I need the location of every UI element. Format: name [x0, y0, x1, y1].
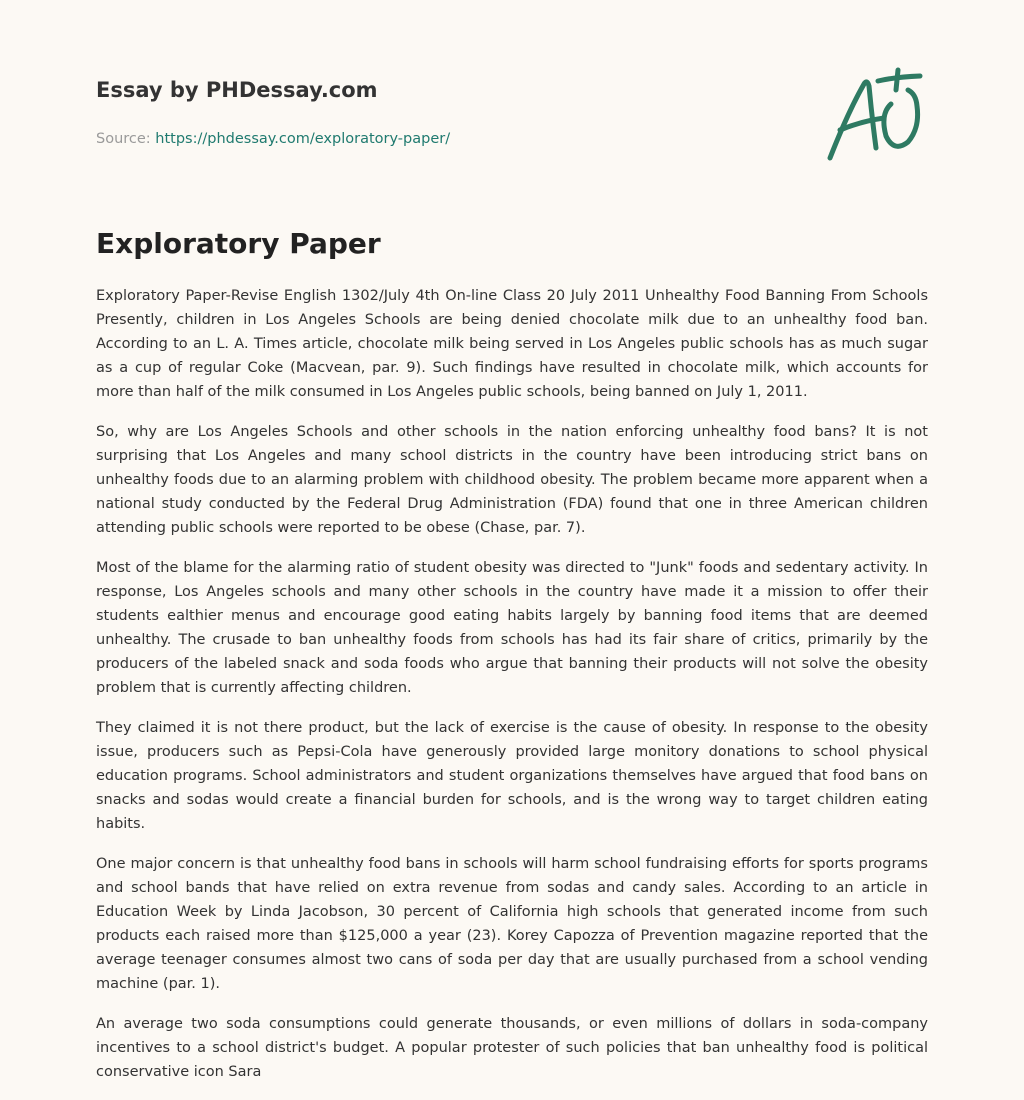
article-body: [96, 284, 928, 1100]
source-link[interactable]: https://phdessay.com/exploratory-paper/: [155, 131, 451, 147]
paragraph: Most of the blame for the alarming ratio of student obesity was directed to "Junk" foods and sedentary activity. In response, Los Angeles schools and many other schools in the country have made it a mission to offer their students ealthier menus and encourage good eating habits largely by banning food items that are deemed unhealthy. The crusade to ban unhealthy foods from schools has had its fair share of critics, primarily by the producers of the labeled snack and soda foods who argue that banning their products will not solve the obesity problem that is currently affecting children.: [96, 560, 928, 696]
paragraph: They claimed it is not there product, but the lack of exercise is the cause of obesity. In response to the obesity issue, producers such as Pepsi-Cola have generously provided large monitory donations to school physical education programs. School administrators and student organizations themselves have argued that food bans on snacks and sodas would create a financial burden for schools, and is the wrong way to target children eating habits.: [96, 720, 928, 832]
essay-header: [96, 72, 796, 150]
paragraph: One major concern is that unhealthy food bans in schools will harm school fundraising efforts for sports programs and school bands that have relied on extra revenue from sodas and candy sales. According to an article in Education Week by Linda Jacobson, 30 percent of California high schools that generated income from such products each raised more than $125,000 a year (23). Korey Capozza of Prevention magazine reported that the average teenager consumes almost two cans of soda per day that are usually purchased from a school vending machine (par. 1).: [96, 856, 928, 992]
paragraph: Exploratory Paper-Revise English 1302/July 4th On-line Class 20 July 2011 Unhealthy Food Banning From Schools Presently, children in Los Angeles Schools are being denied chocolate milk due to an unhealthy food ban. According to an L. A. Times article, chocolate milk being served in Los Angeles public schools has as much sugar as a cup of regular Coke (Macvean, par. 9). Such findings have resulted in chocolate milk, which accounts for more than half of the milk consumed in Los Angeles public schools, being banned on July 1, 2011.: [96, 288, 928, 400]
article-title: Exploratory Paper: [96, 227, 381, 260]
paragraph: An average two soda consumptions could generate thousands, or even millions of dollars in soda-company incentives to a school district's budget. A popular protester of such policies that ban unhealthy food is political conservative icon Sara: [96, 1016, 928, 1080]
a-plus-logo-icon: [820, 66, 930, 166]
source-line: [96, 128, 796, 150]
source-label: Source:: [96, 131, 151, 147]
site-brand: Essay by PHDessay.com: [96, 78, 378, 102]
paragraph: So, why are Los Angeles Schools and other schools in the nation enforcing unhealthy food bans? It is not surprising that Los Angeles and many school districts in the country have been introducing strict bans on unhealthy foods due to an alarming problem with childhood obesity. The problem became more apparent when a national study conducted by the Federal Drug Administration (FDA) found that one in three American children attending public schools were reported to be obese (Chase, par. 7).: [96, 424, 928, 536]
